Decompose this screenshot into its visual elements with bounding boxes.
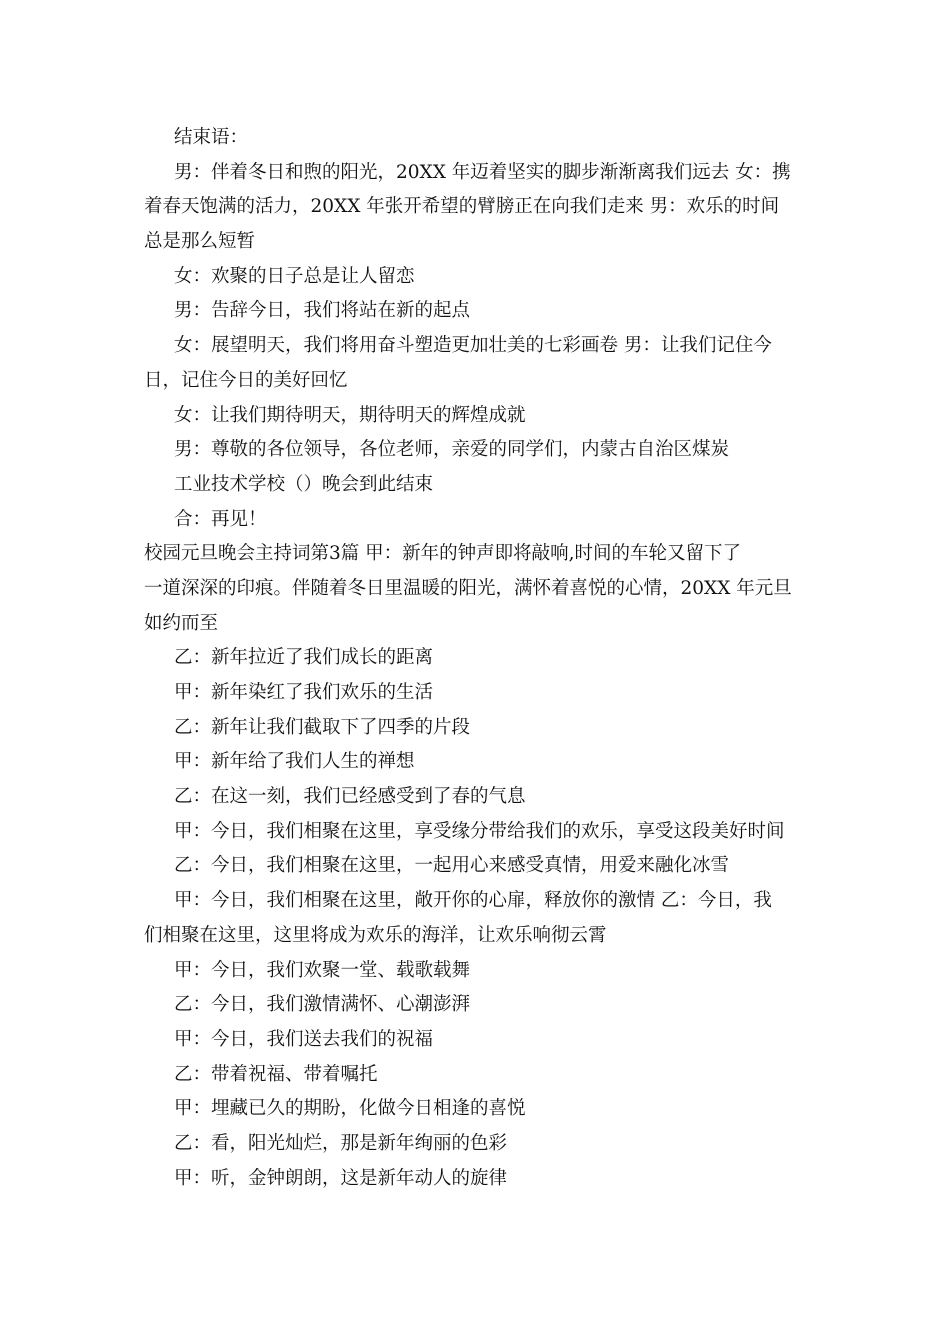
text-line: 一道深深的印痕。伴随着冬日里温暖的阳光，满怀着喜悦的心情，20XX 年元旦 [144, 577, 792, 599]
text-line: 男：伴着冬日和煦的阳光，20XX 年迈着坚实的脚步渐渐离我们远去 女：携 [174, 161, 791, 183]
text-line: 日，记住今日的美好回忆 [144, 369, 348, 391]
text-line: 甲：新年给了我们人生的禅想 [174, 751, 415, 773]
document-body [144, 121, 816, 1196]
text-line: 结束语： [174, 127, 249, 148]
text-line: 女：欢聚的日子总是让人留恋 [174, 265, 415, 287]
text-line: 甲：听，金钟朗朗，这是新年动人的旋律 [174, 1167, 508, 1189]
text-line: 合：再见！ [174, 508, 267, 530]
text-line: 乙：看，阳光灿烂，那是新年绚丽的色彩 [174, 1132, 508, 1154]
text-line: 乙：新年拉近了我们成长的距离 [174, 647, 434, 669]
text-line: 着春天饱满的活力，20XX 年张开希望的臂膀正在向我们走来 男：欢乐的时间 [144, 196, 780, 218]
text-line: 甲：新年染红了我们欢乐的生活 [174, 682, 434, 703]
text-line: 总是那么短暂 [144, 231, 256, 253]
text-line: 甲：今日，我们相聚在这里，敞开你的心扉，释放你的激情 乙：今日，我 [174, 890, 772, 912]
text-line: 甲：今日，我们送去我们的祝福 [174, 1028, 434, 1050]
text-line: 校园元旦晚会主持词第3篇 甲：新年的钟声即将敲响,时间的车轮又留下了 [144, 543, 742, 565]
text-line: 乙：新年让我们截取下了四季的片段 [174, 716, 471, 738]
text-line: 如约而至 [144, 612, 219, 634]
text-line: 乙：今日，我们激情满怀、心潮澎湃 [174, 994, 471, 1016]
text-line: 甲：埋藏已久的期盼，化做今日相逢的喜悦 [174, 1098, 526, 1120]
text-line: 男：尊敬的各位领导，各位老师，亲爱的同学们，内蒙古自治区煤炭 [174, 439, 730, 461]
text-line: 们相聚在这里，这里将成为欢乐的海洋，让欢乐响彻云霄 [144, 924, 607, 946]
text-line: 女：让我们期待明天，期待明天的辉煌成就 [174, 404, 526, 426]
text-line: 男：告辞今日，我们将站在新的起点 [174, 300, 471, 322]
text-line: 甲：今日，我们欢聚一堂、载歌载舞 [174, 959, 471, 981]
text-line: 乙：带着祝福、带着嘱托 [174, 1063, 378, 1085]
text-line: 乙：今日，我们相聚在这里，一起用心来感受真情，用爱来融化冰雪 [174, 855, 730, 877]
text-line: 甲：今日，我们相聚在这里，享受缘分带给我们的欢乐，享受这段美好时间 [174, 820, 785, 842]
text-line: 工业技术学校（）晚会到此结束 [174, 473, 434, 495]
text-line: 乙：在这一刻，我们已经感受到了春的气息 [174, 786, 526, 808]
text-line: 女：展望明天，我们将用奋斗塑造更加壮美的七彩画卷 男：让我们记住今 [174, 335, 772, 357]
